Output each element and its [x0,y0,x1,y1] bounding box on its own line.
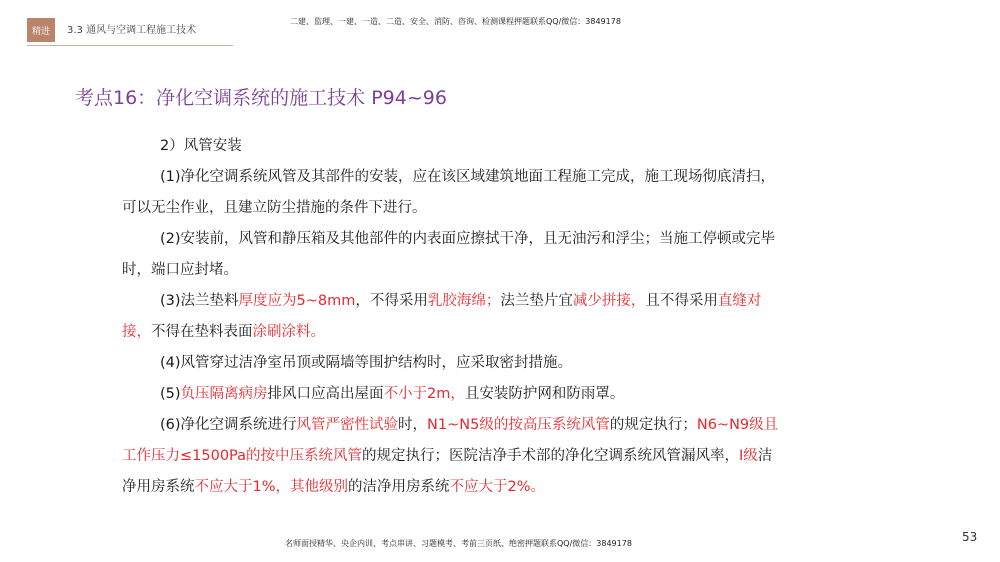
header-promo-text: 二建、监理、一建、一造、二造、安全、消防、咨询、检测课程押题联系QQ/微信：3849178 [290,17,621,26]
highlight-span: 风管严密性试验 [296,417,399,433]
text-span: 排风口应高出屋面 [267,386,384,402]
slide-body [122,131,782,503]
highlight-span: N1~N5级的按高压系统风管 [427,417,610,433]
paragraph-1: (1)净化空调系统风管及其部件的安装，应在该区域建筑地面工程施工完成，施工现场彻底清扫，可以无尘作业，且建立防尘措施的条件下进行。 [122,169,776,216]
text-span: 的规定执行； [609,417,697,433]
paragraph-2: (2)安装前，风管和静压箱及其他部件的内表面应擦拭干净，且无油污和浮尘；当施工停顿或完毕时，端口应封堵。 [122,231,776,278]
highlight-span: 负压隔离病房 [180,386,268,402]
text-span: 且安装防护网和防雨罩。 [464,386,625,402]
subtitle: 2）风管安装 [160,138,242,154]
section-badge: 精进 [27,18,55,42]
highlight-span: 乳胶海绵； [427,293,501,309]
text-span: 洁净用房系统 [122,448,773,495]
highlight-span: Ⅰ级 [739,448,758,464]
header-divider [27,45,233,46]
text-span: 且不得采用 [645,293,718,309]
highlight-span: 厚度应为5~8mm [238,293,356,309]
text-span: 的洁净用房系统 [348,479,450,495]
highlight-span: 不应大于1%，其他级别 [194,479,349,495]
text-span: (5) [160,386,181,402]
paragraph-6 [122,410,782,503]
text-span: 法兰垫片宜 [500,293,573,309]
text-span: (3)法兰垫料 [160,293,239,309]
text-span: (6)净化空调系统进行 [160,417,297,433]
text-span: 时， [398,417,428,433]
paragraph-3 [122,286,782,348]
slide-title: 考点16：净化空调系统的施工技术 P94~96 [75,87,447,109]
highlight-span: 减少拼接， [572,293,646,309]
text-span: 的规定执行；医院洁净手术部的净化空调系统风管漏风率， [362,448,740,464]
text-span: ，不得采用 [355,293,428,309]
highlight-span: N6~N9级且工作压力≤1500Pa的按中压系统风管 [122,417,779,464]
text-span: 不得在垫料表面 [151,324,253,340]
footer-promo-text: 名师面授精华、央企内训、考点串讲、习题模考、考前三页纸、绝密押题联系QQ/微信：3849178 [285,539,632,548]
section-title: 3.3 通风与空调工程施工技术 [67,25,197,36]
page-number: 53 [962,530,978,544]
paragraph-4: (4)风管穿过洁净室吊顶或隔墙等围护结构时，应采取密封措施。 [160,355,573,371]
highlight-span: 不应大于2%。 [449,479,546,495]
highlight-span: 直缝对接， [122,293,762,340]
paragraph-5 [122,379,782,410]
highlight-span: 不小于2m， [383,386,465,402]
highlight-span: 涂刷涂料。 [252,324,325,340]
